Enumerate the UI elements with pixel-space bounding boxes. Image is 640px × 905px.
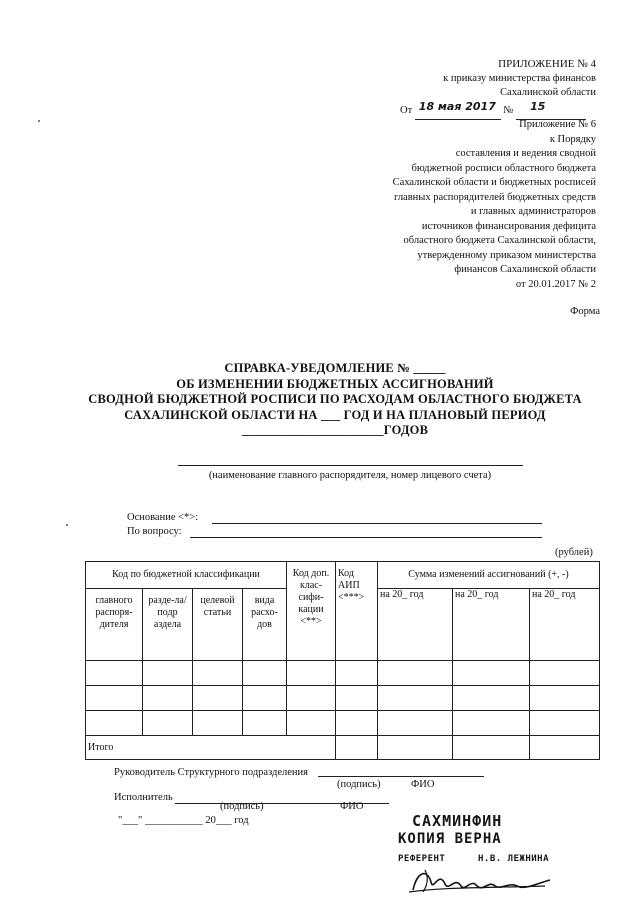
appendix-4-header <box>360 57 596 101</box>
title-line: СПРАВКА-УВЕДОМЛЕНИЕ № _____ <box>224 361 446 375</box>
order-reference: к приказу министерства финансов <box>443 72 596 84</box>
header-line: областного бюджета Сахалинской области, <box>403 235 596 246</box>
header-line: финансов Сахалинской области <box>454 264 596 275</box>
stamp-ministry: САХМИНФИН <box>412 812 503 830</box>
header-line: утвержденному приказом министерства <box>417 249 596 261</box>
stamp-referent-name: Н.В. ЛЕЖНИНА <box>478 854 550 864</box>
total-label: Итого <box>86 736 336 760</box>
header-line: Приложение № 6 <box>519 119 596 130</box>
col-section: разде-ла/подр аздела <box>143 589 193 661</box>
col-year-3: на 20_ год <box>530 589 600 661</box>
stamp-certified: КОПИЯ ВЕРНА <box>398 831 502 847</box>
handwritten-number: 15 <box>530 100 546 113</box>
header-line: и главных администраторов <box>470 206 596 217</box>
header-line: к Порядку <box>549 133 596 145</box>
handwritten-date: 18 мая 2017 <box>418 100 496 113</box>
add-class-header: Код доп. клас-сифи-кации <**> <box>287 562 336 661</box>
table-row[interactable] <box>86 661 600 686</box>
header-line: бюджетной росписи областного бюджета <box>411 162 596 174</box>
appendix-number: ПРИЛОЖЕНИЕ № 4 <box>498 58 596 70</box>
stamp-referent-label: РЕФЕРЕНТ <box>398 854 446 864</box>
executor-label: Исполнитель <box>114 792 173 803</box>
executor-sign-caption: (подпись) <box>220 801 264 812</box>
total-row[interactable] <box>86 736 600 760</box>
title-line: СВОДНОЙ БЮДЖЕТНОЙ РОСПИСИ ПО РАСХОДАМ ОБЛАСТНОГО БЮДЖЕТА <box>88 392 582 406</box>
aip-header: Код АИП <***> <box>336 562 378 661</box>
header-line: Сахалинской области и бюджетных росписей <box>392 177 596 188</box>
from-label: От <box>400 105 413 116</box>
col-year-2: на 20_ год <box>453 589 530 661</box>
appendix-6-header <box>300 118 596 292</box>
scan-speck <box>38 120 40 122</box>
head-fio-caption: ФИО <box>411 779 435 790</box>
document-title <box>80 361 590 439</box>
date-line: "___" ___________ 20___ год <box>118 815 249 826</box>
header-line: главных распорядителей бюджетных средств <box>394 191 596 203</box>
header-line: от 20.01.2017 № 2 <box>515 278 596 290</box>
code-header: Код по бюджетной классификации <box>86 562 287 589</box>
col-expense-type: вида расхо-дов <box>243 589 287 661</box>
col-main-distributor: главного распоря-дителя <box>86 589 143 661</box>
table-row[interactable] <box>86 711 600 736</box>
handwritten-signature <box>405 862 555 898</box>
header-line: источников финансирования дефицита <box>421 220 596 232</box>
col-target-item: целевой статьи <box>193 589 243 661</box>
form-label: Форма <box>570 306 600 317</box>
head-sign-caption: (подпись) <box>337 779 381 790</box>
sum-header: Сумма изменений ассигнований (+, -) <box>378 562 600 589</box>
distributor-name-line[interactable] <box>178 465 523 466</box>
title-line: ______________________ГОДОВ <box>241 423 429 437</box>
executor-fio-caption: ФИО <box>340 801 364 812</box>
scan-speck <box>66 524 68 526</box>
head-label: Руководитель Структурного подразделения <box>114 767 308 778</box>
basis-label: Основание <*>: <box>127 512 199 523</box>
question-label: По вопросу: <box>127 526 182 537</box>
head-signature-line[interactable] <box>318 776 484 777</box>
header-line: составления и ведения сводной <box>455 148 596 159</box>
basis-field[interactable] <box>212 523 542 524</box>
number-label: № <box>503 105 514 116</box>
table-row[interactable] <box>86 686 600 711</box>
question-field[interactable] <box>190 537 542 538</box>
allocation-table <box>85 561 600 760</box>
currency-note: (рублей) <box>555 547 593 558</box>
col-year-1: на 20_ год <box>378 589 453 661</box>
distributor-caption: (наименование главного распорядителя, номер лицевого счета) <box>208 470 492 481</box>
title-line: ОБ ИЗМЕНЕНИИ БЮДЖЕТНЫХ АССИГНОВАНИЙ <box>176 376 494 391</box>
title-line: САХАЛИНСКОЙ ОБЛАСТИ НА ___ ГОД И НА ПЛАНОВЫЙ ПЕРИОД <box>124 407 546 422</box>
region-name: Сахалинской области <box>500 87 596 98</box>
